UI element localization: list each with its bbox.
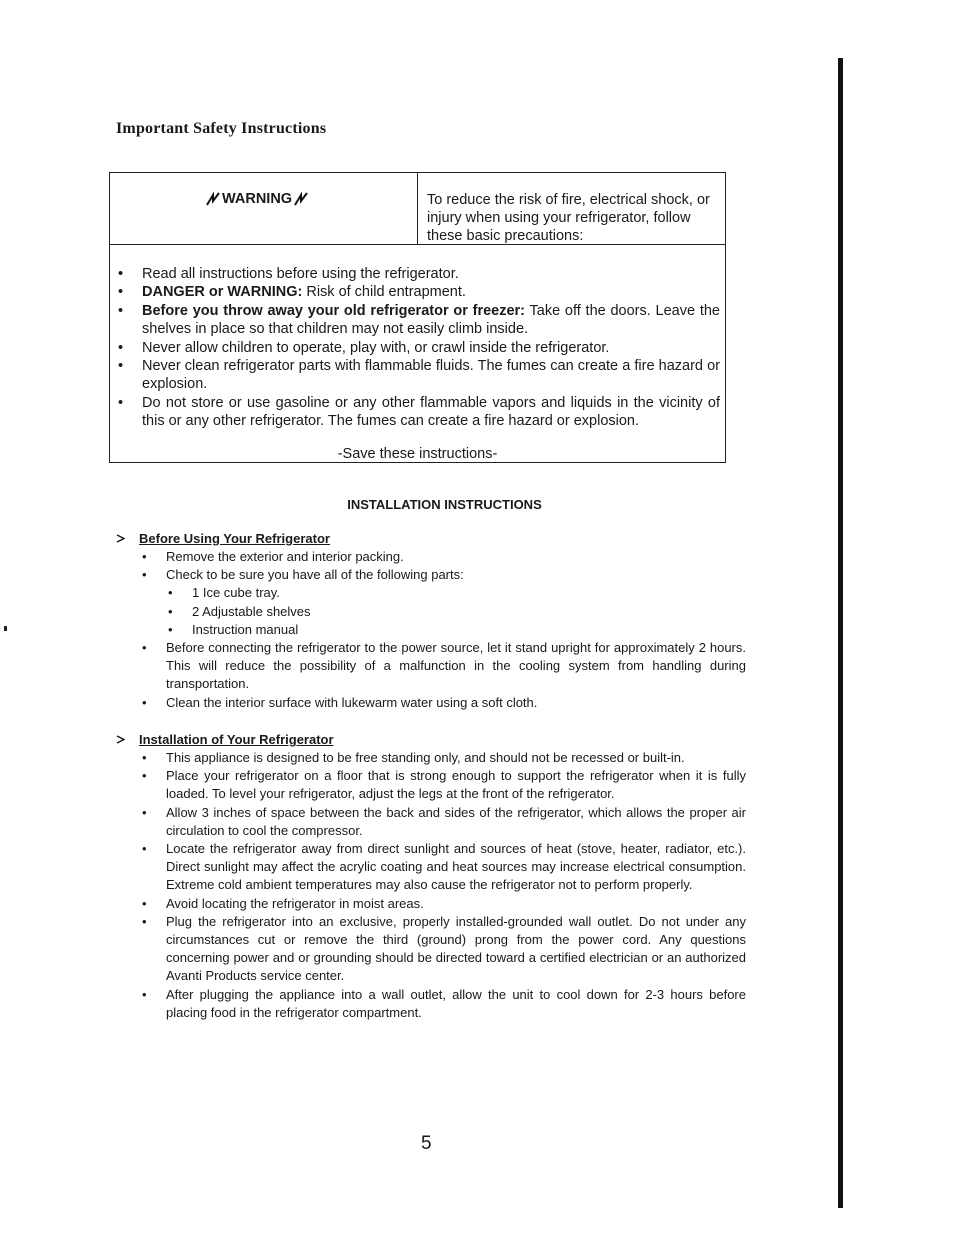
save-instructions-line: -Save these instructions-: [337, 446, 498, 462]
arrow-bullet-icon: [116, 735, 125, 744]
arrow-bullet-icon: [116, 534, 125, 543]
installation-of-list: [140, 749, 746, 1022]
before-using-heading-text: Before Using Your Refrigerator: [139, 531, 330, 546]
warning-list-item: [116, 265, 720, 283]
warning-intro-text: To reduce the risk of fire, electrical shock, or injury when using your refrigerator, follow these basic precautions:: [427, 192, 710, 244]
warning-item-bold: Before you throw away your old refrigerator or freezer:: [142, 302, 526, 319]
list-item: • This appliance is designed to be free standing only, and should not be recessed or built-in.: [140, 749, 746, 767]
list-item: • Locate the refrigerator away from direct sunlight and sources of heat (stove, heater, radiator, etc.). Direct sunlight may affect the acrylic coating and heat sources may increase electrical consumption. Extreme cold ambient temperatures may also cause the refrigerator not to perform properly.: [140, 840, 746, 895]
parts-list-item: • 1 Ice cube tray.: [166, 584, 746, 602]
list-item: • Allow 3 inches of space between the back and sides of the refrigerator, which allows the proper air circulation to cool the compressor.: [140, 804, 746, 840]
page-number: 5: [421, 1133, 432, 1154]
scan-edge-rule: [838, 58, 843, 1208]
warning-list: [116, 265, 720, 431]
warning-item-text: Take off the doors. Leave the shelves in place so that children may not easily climb inside.: [142, 302, 720, 338]
scan-speck: [4, 626, 7, 631]
warning-item-text: Do not store or use gasoline or any other flammable vapors and liquids in the vicinity of this or any other refrigerator. The fumes can create a fire hazard or explosion.: [142, 394, 720, 430]
warning-item-text: Never clean refrigerator parts with flammable fluids. The fumes can create a fire hazard or explosion.: [142, 358, 720, 393]
warning-item-text: Never allow children to operate, play with, or crawl inside the refrigerator.: [142, 339, 610, 356]
warning-list-item: [116, 283, 720, 301]
lightning-icon: [206, 192, 220, 206]
parts-list-item: • 2 Adjustable shelves: [166, 603, 746, 621]
warning-box: [109, 172, 726, 463]
list-item: • Remove the exterior and interior packing.: [140, 548, 746, 566]
warning-label-text: WARNING: [222, 191, 293, 207]
list-item: • Place your refrigerator on a floor that is strong enough to support the refrigerator when it is fully loaded. To level your refrigerator, adjust the legs at the front of the refrigerator.: [140, 767, 746, 803]
warning-list-item: [116, 394, 720, 431]
warning-item-text: Risk of child entrapment.: [302, 284, 466, 301]
list-item: • After plugging the appliance into a wall outlet, allow the unit to cool down for 2-3 hours before placing food in the refrigerator compartment.: [140, 986, 746, 1022]
warning-item-text: Read all instructions before using the refrigerator.: [142, 266, 459, 282]
warning-label: [206, 191, 308, 207]
warning-header-divider: [417, 173, 418, 244]
before-using-heading: [116, 531, 330, 546]
list-item: • Plug the refrigerator into an exclusive, properly installed-grounded wall outlet. Do not under any circumstances cut or remove the third (ground) prong from the power cord. Any questions concerning power and or grounding should be directed toward a certified electrician or an authorized Avanti Products service center.: [140, 913, 746, 986]
before-using-list: [140, 548, 746, 712]
warning-list-item: [116, 357, 720, 394]
installation-title: INSTALLATION INSTRUCTIONS: [347, 497, 542, 512]
page-section-title: Important Safety Instructions: [116, 120, 327, 137]
warning-list-item: [116, 339, 720, 357]
installation-of-heading: [116, 732, 334, 747]
list-item: • Avoid locating the refrigerator in moist areas.: [140, 895, 746, 913]
lightning-icon: [294, 192, 308, 206]
parts-list-item: • Instruction manual: [166, 621, 746, 639]
list-item: • Before connecting the refrigerator to the power source, let it stand upright for approximately 2 hours. This will reduce the possibility of a malfunction in the cooling system from handling during transportation.: [140, 639, 746, 694]
parts-list: [166, 584, 746, 639]
installation-of-heading-text: Installation of Your Refrigerator: [139, 732, 334, 747]
list-item: • Clean the interior surface with lukewarm water using a soft cloth.: [140, 694, 746, 712]
list-item: [140, 566, 746, 639]
warning-header-row: [110, 173, 725, 245]
warning-list-item: [116, 302, 720, 339]
warning-item-bold: DANGER or WARNING:: [142, 284, 303, 301]
list-item-text: Check to be sure you have all of the following parts:: [166, 567, 464, 583]
